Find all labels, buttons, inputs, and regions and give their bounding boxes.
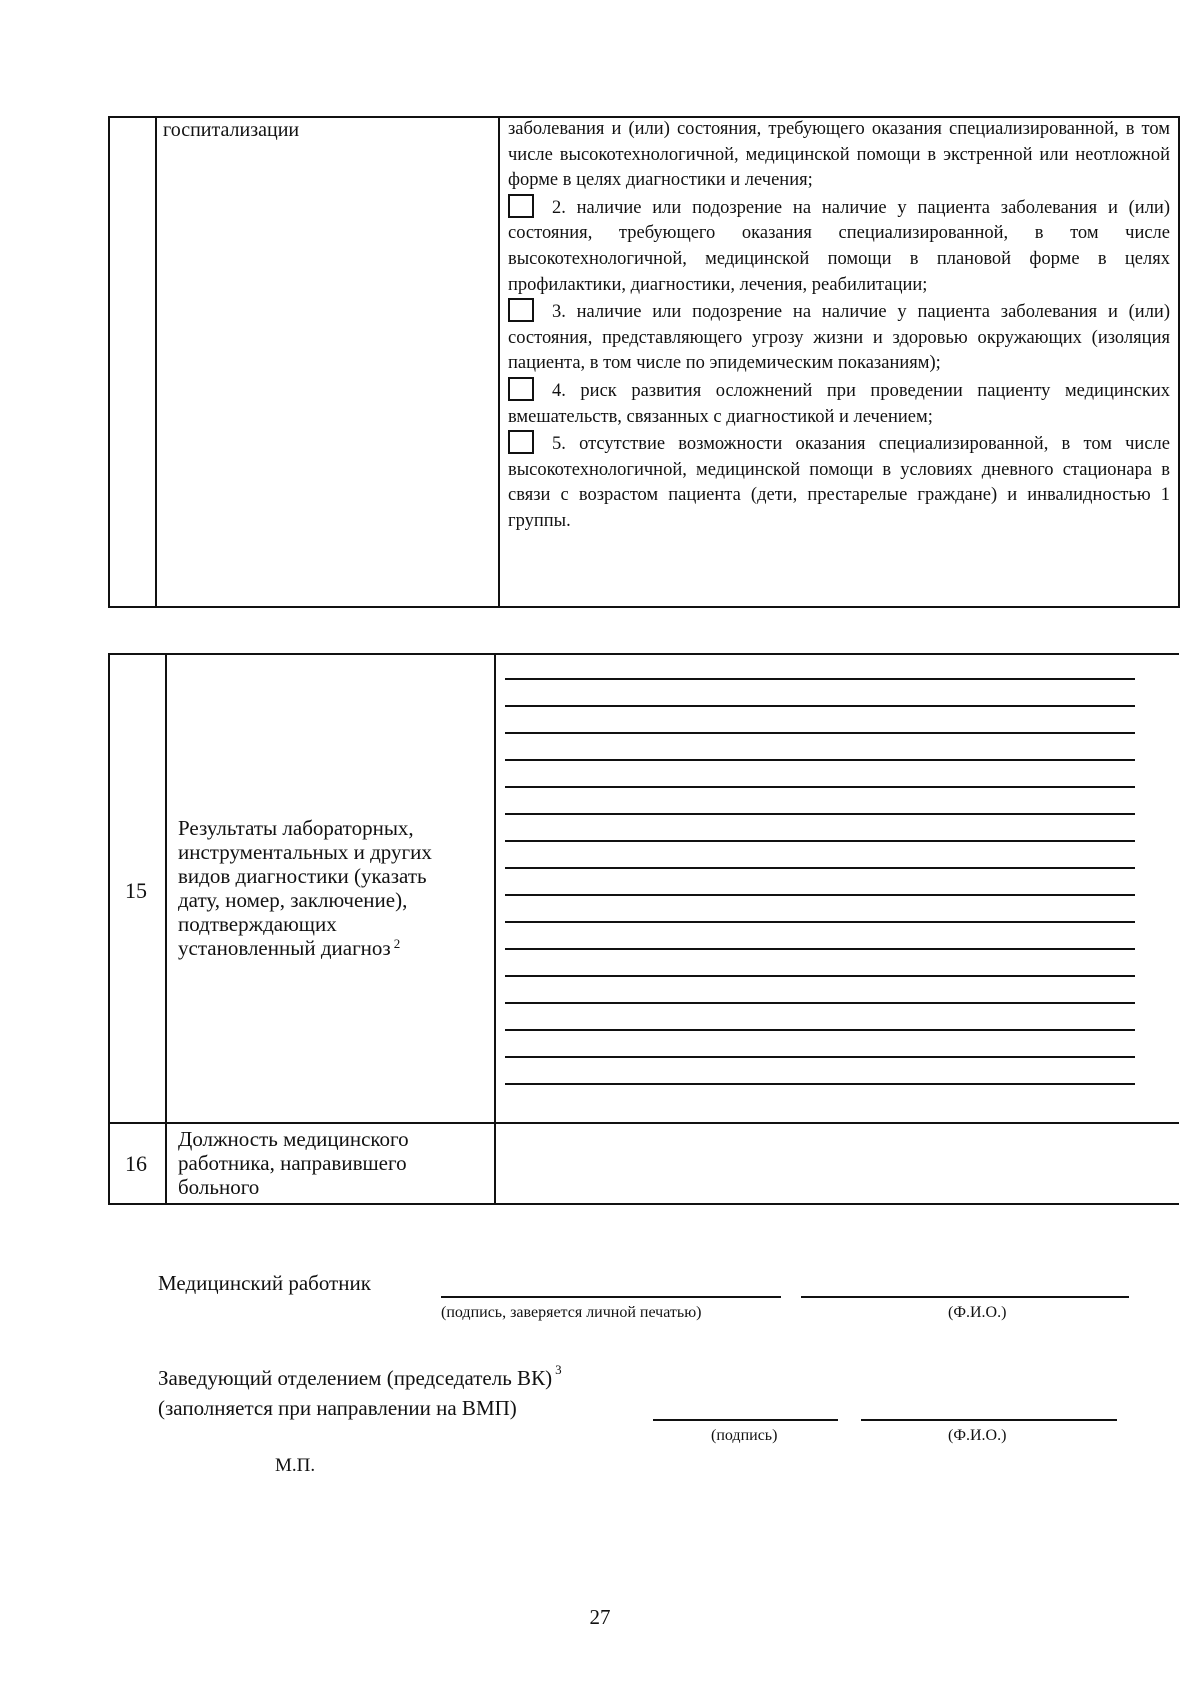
answer-line[interactable]: [505, 813, 1135, 815]
answer-line[interactable]: [505, 1083, 1135, 1085]
medic-signature-line[interactable]: [441, 1296, 781, 1298]
answer-line[interactable]: [505, 678, 1135, 680]
page-number: 27: [589, 1605, 611, 1629]
answer-line[interactable]: [505, 1056, 1135, 1058]
answer-line[interactable]: [505, 732, 1135, 734]
answer-line[interactable]: [505, 921, 1135, 923]
answer-line[interactable]: [505, 705, 1135, 707]
footnote-3: 3: [555, 1362, 562, 1377]
criterion-2: 2. наличие или подозрение на наличие у пациента заболевания и (или) состояния, требующего оказания специализированной, в том числе высокотехнологичной, медицинской помощи в плановой форме в целях профилактики, диагностики, лечения, реабилитации;: [508, 194, 1170, 298]
answer-line[interactable]: [505, 975, 1135, 977]
medic-label: Медицинский работник: [158, 1271, 371, 1295]
answer-line[interactable]: [505, 786, 1135, 788]
row-15-label: Результаты лабораторных, инструментальных и других видов диагностики (указать дату, номер, заключение), подтверждающих установленный диагноз $^2$: [178, 816, 432, 960]
head-fio-caption: (Ф.И.О.): [948, 1427, 1007, 1444]
head-signature-caption: (подпись): [711, 1427, 778, 1444]
hospitalization-label: госпитализации: [163, 119, 300, 141]
criterion-4-checkbox[interactable]: [508, 377, 534, 401]
medic-fio-line[interactable]: [801, 1296, 1129, 1298]
medic-fio-caption: (Ф.И.О.): [948, 1304, 1007, 1321]
answer-line[interactable]: [505, 840, 1135, 842]
top-table-border-left: [108, 116, 110, 608]
answer-line[interactable]: [505, 948, 1135, 950]
criterion-1-continuation: заболевания и (или) состояния, требующего оказания специализированной, в том числе высокотехнологичной, медицинской помощи в экстренной или неотложной форме в целях диагностики и лечения;: [508, 119, 1170, 191]
footnote-2: 2: [393, 936, 401, 951]
criterion-5-checkbox[interactable]: [508, 430, 534, 454]
answer-line[interactable]: [505, 1029, 1135, 1031]
row-16-label: Должность медицинского работника, направившего больного: [178, 1127, 409, 1199]
bottom-table-col-divider-1: [165, 653, 167, 1205]
bottom-table-border-top: [108, 653, 1179, 655]
head-label: Заведующий отделением (председатель ВК) $^3$: [158, 1362, 562, 1390]
criterion-3: 3. наличие или подозрение на наличие у пациента заболевания и (или) состояния, представляющего угрозу жизни и здоровью окружающих (изоляция пациента, в том числе по эпидемическим показаниям);: [508, 298, 1170, 377]
top-table-col-divider-2: [498, 116, 500, 608]
row-16-number: 16: [125, 1151, 147, 1176]
stamp-place-label: М.П.: [275, 1455, 316, 1476]
row-15-number: 15: [125, 878, 147, 903]
head-signature-line[interactable]: [653, 1419, 838, 1421]
criterion-2-checkbox[interactable]: [508, 194, 534, 218]
answer-line[interactable]: [505, 867, 1135, 869]
bottom-table-col-divider-2: [494, 653, 496, 1205]
head-note: (заполняется при направлении на ВМП): [158, 1396, 517, 1420]
criterion-4: 4. риск развития осложнений при проведении пациенту медицинских вмешательств, связанных с диагностикой и лечением;: [508, 377, 1170, 430]
row-16-answer-field[interactable]: [498, 1126, 1178, 1202]
bottom-table-border-left: [108, 653, 110, 1205]
answer-line[interactable]: [505, 759, 1135, 761]
criterion-3-checkbox[interactable]: [508, 298, 534, 322]
hospitalization-criteria: [508, 117, 1170, 535]
top-table-col-divider-1: [155, 116, 157, 608]
criterion-5: 5. отсутствие возможности оказания специализированной, в том числе высокотехнологичной, медицинской помощи в условиях дневного стационара в связи с возрастом пациента (дети, престарелые граждане) и инвалидностью 1 группы.: [508, 430, 1170, 534]
answer-line[interactable]: [505, 894, 1135, 896]
answer-line[interactable]: [505, 1002, 1135, 1004]
medic-signature-caption: (подпись, заверяется личной печатью): [441, 1304, 702, 1321]
bottom-table-border-bottom: [108, 1203, 1179, 1205]
head-fio-line[interactable]: [861, 1419, 1117, 1421]
top-table-border-bottom: [108, 606, 1180, 608]
bottom-table-row-divider: [108, 1122, 1179, 1124]
top-table-border-right: [1178, 116, 1180, 608]
